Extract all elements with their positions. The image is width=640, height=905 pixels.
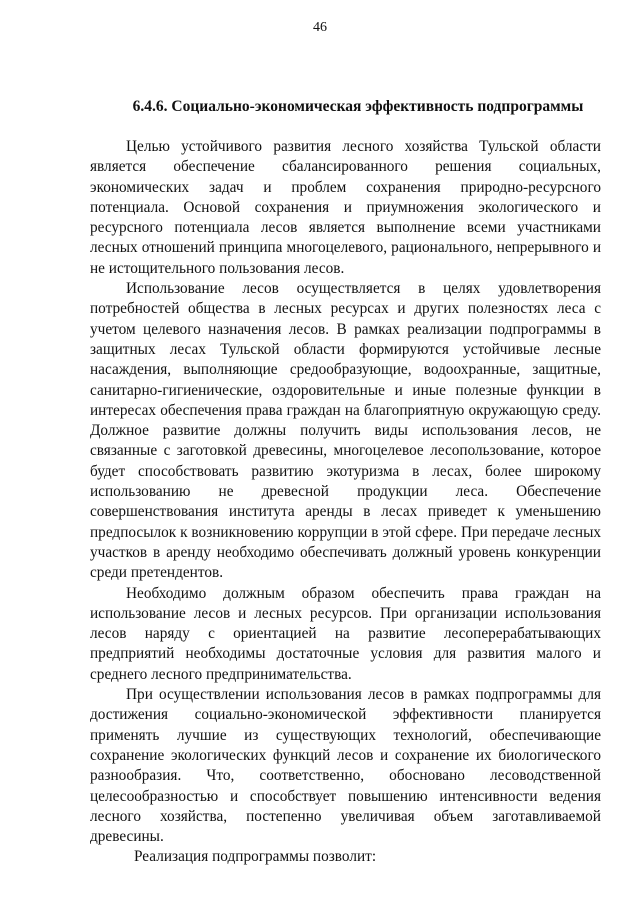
- paragraph-2: Использование лесов осуществляется в целях удовлетворения потребностей общества в лесных ресурсах и других полезностях леса с учетом целевого назначения лесов. В рамках реализации подпрограммы в защитных лесах Тульской области формируются устойчивые лесные насаждения, выполняющие средообразующие, водоохранные, защитные, санитарно-гигиенические, оздоровительные и иные полезные функции в интересах обеспечения права граждан на благоприятную окружающую среду. Должное развитие должны получить виды использования лесов, не связанные с заготовкой древесины, многоцелевое лесопользование, которое будет способствовать развитию экотуризма в лесах, более широкому использованию не древесной продукции леса. Обеспечение совершенствования института аренды в лесах приведет к уменьшению предпосылок к возникновению коррупции в этой сфере. При передаче лесных участков в аренду необходимо обеспечивать должный уровень конкуренции среди претендентов.: [90, 280, 601, 582]
- paragraph-1: Целью устойчивого развития лесного хозяйства Тульской области является обеспечение сбалансированного решения социальных, экономических задач и проблем сохранения природно-ресурсного потенциала. Основой сохранения и приумножения экологического и ресурсного потенциала лесов является выполнение всеми участниками лесных отношений принципа многоцелевого, рационального, непрерывного и не истощительного пользования лесов.: [90, 138, 601, 277]
- paragraph-5: Реализация подпрограммы позволит:: [134, 848, 377, 866]
- section-heading: 6.4.6. Социально-экономическая эффективность подпрограммы: [132, 98, 584, 115]
- page-number: 46: [313, 20, 327, 35]
- paragraph-3: Необходимо должным образом обеспечить права граждан на использование лесов и лесных ресурсов. При организации использования лесов наряду с ориентацией на развитие лесоперерабатывающих предприятий необходимы достаточные условия для развития малого и среднего лесного предпринимательства.: [90, 584, 601, 683]
- paragraph-4: При осуществлении использования лесов в рамках подпрограммы для достижения социально-экономической эффективности планируется применять лучшие из существующих технологий, обеспечивающие сохранение экологических функций лесов и сохранение их биологического разнообразия. Что, соответственно, обосновано лесоводственной целесообразностью и способствует повышению интенсивности ведения лесного хозяйства, постепенно увеличивая объем заготавливаемой древесины.: [90, 686, 601, 846]
- body-text: [90, 137, 601, 868]
